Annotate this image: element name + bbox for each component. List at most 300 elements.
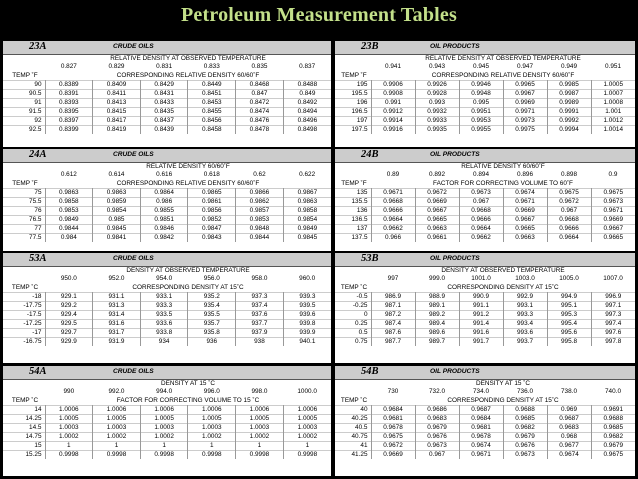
value-cell: 1.0003 <box>283 424 331 433</box>
value-cell: 0.9863 <box>283 198 331 207</box>
value-cell: 1.0012 <box>591 117 635 126</box>
value-cell: 0.9916 <box>371 126 415 135</box>
value-cell: 0.9669 <box>415 198 459 207</box>
corner-cell <box>335 55 371 63</box>
temp-cell: 40.25 <box>335 415 371 424</box>
value-cell: 0.9663 <box>503 234 547 243</box>
value-cell: 0.9672 <box>547 198 591 207</box>
column-value: 954.0 <box>156 275 173 283</box>
value-cell: 0.9673 <box>459 189 503 198</box>
temp-cell: 75.5 <box>3 198 45 207</box>
column-value: 952.0 <box>108 275 125 283</box>
value-cell: 989.4 <box>415 320 459 329</box>
value-cell: 1.0006 <box>45 406 93 415</box>
table-row <box>3 320 331 329</box>
table-row <box>3 406 331 415</box>
column-value: 1005.0 <box>559 275 579 283</box>
table-row <box>335 406 635 415</box>
value-cell: 0.9666 <box>459 216 503 225</box>
column-value: 1001.0 <box>471 275 491 283</box>
temp-cell: 15.25 <box>3 451 45 460</box>
temp-cell: -17.5 <box>3 311 45 320</box>
temp-cell: 196.5 <box>335 108 371 117</box>
value-cell: 0.8498 <box>283 126 331 135</box>
value-cell: 0.9955 <box>459 126 503 135</box>
row-label-header: TEMP ˚F <box>12 72 38 79</box>
value-cell: 931.4 <box>93 311 141 320</box>
table-header-bar <box>3 366 331 380</box>
value-cell: 0.969 <box>547 406 591 415</box>
column-value: 732.0 <box>429 388 445 396</box>
temp-cell: 77 <box>3 225 45 234</box>
value-cell: 0.9844 <box>45 225 93 234</box>
value-cell: 1.0006 <box>236 406 284 415</box>
value-cell: 0.9684 <box>459 415 503 424</box>
row-label-header: TEMP ˚C <box>340 397 368 404</box>
value-cell: 0.9844 <box>236 234 284 243</box>
column-value: 1007.0 <box>603 275 623 283</box>
value-cell: 939.5 <box>283 302 331 311</box>
corner-cell <box>335 380 371 388</box>
data-table <box>3 380 331 459</box>
table-header-bar <box>335 253 635 267</box>
value-cell: 989.7 <box>415 338 459 347</box>
value-cell: 0.9987 <box>547 90 591 99</box>
sub-header: CORRESPONDING RELATIVE DENSITY 60/60˚F <box>431 72 575 79</box>
temp-cell: 77.5 <box>3 234 45 243</box>
value-cell: 0.9667 <box>415 207 459 216</box>
value-cell: 0.9688 <box>591 415 635 424</box>
value-cell: 997.6 <box>591 329 635 338</box>
value-cell: 0.9675 <box>591 451 635 460</box>
table-row <box>335 451 635 460</box>
temp-cell: 90.5 <box>3 90 45 99</box>
value-cell: 0.9953 <box>459 117 503 126</box>
value-cell: 1.0003 <box>140 424 188 433</box>
value-cell: 0.9998 <box>93 451 141 460</box>
table-row <box>3 108 331 117</box>
value-cell: 0.9668 <box>547 216 591 225</box>
temp-cell: 40.75 <box>335 433 371 442</box>
value-cell: 0.8429 <box>140 81 188 90</box>
value-cell: 1 <box>236 442 284 451</box>
sub-header: FACTOR FOR CORRECTING VOLUME TO 60˚F <box>433 180 573 187</box>
value-cell: 0.9926 <box>415 81 459 90</box>
value-cell: 935.4 <box>188 302 236 311</box>
value-cell: 936 <box>188 338 236 347</box>
value-cell: 939.3 <box>283 293 331 302</box>
value-cell: 0.9668 <box>371 198 415 207</box>
table-row <box>3 225 331 234</box>
value-cell: 938 <box>236 338 284 347</box>
value-cell: 1.0006 <box>140 406 188 415</box>
value-cell: 1.0005 <box>140 415 188 424</box>
product-type: CRUDE OILS <box>113 255 154 262</box>
value-cell: 0.847 <box>236 90 284 99</box>
temp-cell: 0 <box>335 311 371 320</box>
value-cell: 0.993 <box>415 99 459 108</box>
value-cell: 0.966 <box>371 234 415 243</box>
value-cell: 929.4 <box>45 311 93 320</box>
column-value: 0.618 <box>203 171 220 179</box>
corner-cell <box>3 267 45 275</box>
value-cell: 0.8453 <box>188 99 236 108</box>
value-cell: 935.5 <box>188 311 236 320</box>
table-header-bar <box>3 253 331 267</box>
corner-cell <box>335 163 371 171</box>
value-cell: 0.9674 <box>547 451 591 460</box>
table-header-bar <box>335 41 635 55</box>
corner-cell <box>3 388 45 397</box>
temp-cell: 136 <box>335 207 371 216</box>
temp-cell: 196 <box>335 99 371 108</box>
value-cell: 0.9664 <box>459 225 503 234</box>
value-cell: 0.8472 <box>236 99 284 108</box>
value-cell: 935.8 <box>188 329 236 338</box>
table-row <box>3 451 331 460</box>
value-cell: 0.9859 <box>93 198 141 207</box>
value-cell: 0.8439 <box>140 126 188 135</box>
value-cell: 0.9664 <box>547 234 591 243</box>
column-value: 738.0 <box>561 388 577 396</box>
value-cell: 0.9928 <box>415 90 459 99</box>
table-row <box>3 207 331 216</box>
value-cell: 1.0007 <box>591 90 635 99</box>
table-row <box>3 311 331 320</box>
value-cell: 0.9668 <box>459 207 503 216</box>
value-cell: 0.9849 <box>283 225 331 234</box>
corner-cell <box>335 63 371 72</box>
value-cell: 989.2 <box>415 311 459 320</box>
value-cell: 1 <box>188 442 236 451</box>
value-cell: 0.9989 <box>547 99 591 108</box>
table-row <box>335 302 635 311</box>
table-row <box>335 90 635 99</box>
temp-cell: 197.5 <box>335 126 371 135</box>
value-cell: 991.4 <box>459 320 503 329</box>
table-row <box>335 329 635 338</box>
value-cell: 939.9 <box>283 329 331 338</box>
value-cell: 1.0006 <box>188 406 236 415</box>
column-value: 0.892 <box>429 171 445 179</box>
column-value: 0.898 <box>561 171 577 179</box>
temp-cell: -16.75 <box>3 338 45 347</box>
column-value: 730 <box>387 388 399 396</box>
temp-cell: 135 <box>335 189 371 198</box>
table-row <box>3 90 331 99</box>
column-value: 0.829 <box>108 63 125 71</box>
data-table <box>335 267 635 346</box>
value-cell: 929.1 <box>45 293 93 302</box>
value-cell: 0.8417 <box>93 117 141 126</box>
table-row <box>335 99 635 108</box>
value-cell: 0.9662 <box>371 225 415 234</box>
value-cell: 0.8492 <box>283 99 331 108</box>
table-row <box>335 108 635 117</box>
table-23a <box>3 41 331 147</box>
value-cell: 989.1 <box>415 302 459 311</box>
value-cell: 0.9985 <box>547 81 591 90</box>
value-cell: 933.8 <box>140 329 188 338</box>
value-cell: 0.9845 <box>283 234 331 243</box>
column-value: 1000.0 <box>297 388 317 396</box>
value-cell: 0.9867 <box>283 189 331 198</box>
value-cell: 935.7 <box>188 320 236 329</box>
value-cell: 0.9912 <box>371 108 415 117</box>
value-cell: 933.6 <box>140 320 188 329</box>
column-value: 956.0 <box>203 275 220 283</box>
value-cell: 0.8433 <box>140 99 188 108</box>
value-cell: 0.9998 <box>188 451 236 460</box>
row-label-header: TEMP ˚F <box>12 180 38 187</box>
value-cell: 0.9665 <box>503 225 547 234</box>
value-cell: 1 <box>93 442 141 451</box>
column-value: 0.894 <box>473 171 489 179</box>
value-cell: 0.9998 <box>45 451 93 460</box>
column-value: 1003.0 <box>515 275 535 283</box>
table-code: 23B <box>361 41 379 52</box>
value-cell: 1.0005 <box>45 415 93 424</box>
value-cell: 0.9967 <box>503 90 547 99</box>
value-cell: 0.995 <box>459 99 503 108</box>
column-header-title: RELATIVE DENSITY 60/60˚F <box>461 163 545 170</box>
value-cell: 0.9678 <box>371 424 415 433</box>
column-header-title: RELATIVE DENSITY 60/60˚F <box>146 163 230 170</box>
value-cell: 0.968 <box>547 433 591 442</box>
value-cell: 933.5 <box>140 311 188 320</box>
corner-cell <box>3 275 45 284</box>
data-table <box>3 55 331 134</box>
value-cell: 1.0006 <box>93 406 141 415</box>
value-cell: 937.6 <box>236 311 284 320</box>
value-cell: 0.991 <box>371 99 415 108</box>
column-value: 0.949 <box>561 63 577 71</box>
product-type: CRUDE OILS <box>113 43 154 50</box>
value-cell: 995.4 <box>547 320 591 329</box>
value-cell: 0.9847 <box>188 225 236 234</box>
value-cell: 937.3 <box>236 293 284 302</box>
table-code: 24B <box>361 149 379 160</box>
value-cell: 0.9932 <box>415 108 459 117</box>
value-cell: 1 <box>140 442 188 451</box>
value-cell: 1.0002 <box>283 433 331 442</box>
corner-cell <box>3 171 45 180</box>
data-table <box>335 380 635 459</box>
corner-cell <box>3 380 45 388</box>
temp-cell: 75 <box>3 189 45 198</box>
value-cell: 0.8468 <box>236 81 284 90</box>
column-value: 994.0 <box>156 388 173 396</box>
table-row <box>3 442 331 451</box>
value-cell: 0.9858 <box>283 207 331 216</box>
column-value: 990 <box>63 388 75 396</box>
value-cell: 0.9673 <box>415 442 459 451</box>
product-type: OIL PRODUCTS <box>430 255 480 262</box>
table-row <box>335 234 635 243</box>
temp-cell: 14.75 <box>3 433 45 442</box>
value-cell: 0.8419 <box>93 126 141 135</box>
table-row <box>335 225 635 234</box>
value-cell: 929.2 <box>45 302 93 311</box>
temp-cell: 0.75 <box>335 338 371 347</box>
table-row <box>3 338 331 347</box>
sub-header: FACTOR FOR CORRECTING VOLUME TO 15 ˚C <box>116 397 260 404</box>
product-type: OIL PRODUCTS <box>430 151 480 158</box>
value-cell: 0.8391 <box>45 90 93 99</box>
column-header-title: DENSITY AT 15 ˚C <box>161 380 215 387</box>
table-54b <box>335 366 635 476</box>
column-header-title: RELATIVE DENSITY AT OBSERVED TEMPERATURE <box>425 55 581 62</box>
column-value: 0.896 <box>517 171 533 179</box>
value-cell: 0.984 <box>45 234 93 243</box>
sub-header: CORRESPONDING RELATIVE DENSITY 60/60˚F <box>116 180 260 187</box>
value-cell: 989.6 <box>415 329 459 338</box>
table-row <box>335 117 635 126</box>
value-cell: 929.7 <box>45 329 93 338</box>
value-cell: 1.0003 <box>236 424 284 433</box>
value-cell: 995.1 <box>547 302 591 311</box>
table-row <box>3 329 331 338</box>
value-cell: 1.0003 <box>45 424 93 433</box>
value-cell: 994.9 <box>547 293 591 302</box>
value-cell: 0.9667 <box>503 216 547 225</box>
value-cell: 0.9672 <box>415 189 459 198</box>
corner-cell <box>335 275 371 284</box>
column-value: 0.943 <box>429 63 445 71</box>
value-cell: 937.9 <box>236 329 284 338</box>
value-cell: 0.9667 <box>591 225 635 234</box>
value-cell: 0.985 <box>93 216 141 225</box>
value-cell: 0.9677 <box>547 442 591 451</box>
temp-cell: 195 <box>335 81 371 90</box>
value-cell: 1.0014 <box>591 126 635 135</box>
value-cell: 0.9975 <box>503 126 547 135</box>
corner-cell <box>3 163 45 171</box>
value-cell: 0.9908 <box>371 90 415 99</box>
temp-cell: 15 <box>3 442 45 451</box>
value-cell: 0.9666 <box>371 207 415 216</box>
value-cell: 0.8415 <box>93 108 141 117</box>
value-cell: 0.8451 <box>188 90 236 99</box>
value-cell: 0.9863 <box>93 189 141 198</box>
value-cell: 0.8476 <box>236 117 284 126</box>
value-cell: 1.0002 <box>45 433 93 442</box>
value-cell: 995.3 <box>547 311 591 320</box>
table-code: 53A <box>29 253 47 264</box>
value-cell: 0.9679 <box>591 442 635 451</box>
value-cell: 0.9853 <box>45 207 93 216</box>
value-cell: 0.9933 <box>415 117 459 126</box>
sub-header: CORRESPONDING DENSITY AT 15˚C <box>447 397 559 404</box>
value-cell: 0.9675 <box>547 189 591 198</box>
value-cell: 0.8409 <box>93 81 141 90</box>
column-header-title: RELATIVE DENSITY AT OBSERVED TEMPERATURE <box>110 55 266 62</box>
value-cell: 0.9682 <box>503 424 547 433</box>
value-cell: 0.9671 <box>459 451 503 460</box>
table-row <box>335 293 635 302</box>
value-cell: 993.6 <box>503 329 547 338</box>
value-cell: 987.2 <box>371 311 415 320</box>
temp-cell: -0.25 <box>335 302 371 311</box>
value-cell: 937.4 <box>236 302 284 311</box>
table-24a <box>3 149 331 251</box>
value-cell: 1.0005 <box>236 415 284 424</box>
table-row <box>335 320 635 329</box>
value-cell: 0.9665 <box>415 216 459 225</box>
value-cell: 0.967 <box>415 451 459 460</box>
table-53a <box>3 253 331 363</box>
value-cell: 997.8 <box>591 338 635 347</box>
value-cell: 987.7 <box>371 338 415 347</box>
value-cell: 997.1 <box>591 302 635 311</box>
value-cell: 0.9992 <box>547 117 591 126</box>
temp-cell: 41 <box>335 442 371 451</box>
temp-cell: 0.5 <box>335 329 371 338</box>
value-cell: 0.9991 <box>547 108 591 117</box>
value-cell: 0.9661 <box>415 234 459 243</box>
value-cell: 0.9662 <box>459 234 503 243</box>
value-cell: 987.6 <box>371 329 415 338</box>
value-cell: 1.0002 <box>188 433 236 442</box>
column-header-title: DENSITY AT OBSERVED TEMPERATURE <box>441 267 565 274</box>
value-cell: 0.9969 <box>503 99 547 108</box>
value-cell: 1.0005 <box>283 415 331 424</box>
value-cell: 931.1 <box>93 293 141 302</box>
value-cell: 0.8395 <box>45 108 93 117</box>
table-row <box>335 338 635 347</box>
column-header-title: DENSITY AT OBSERVED TEMPERATURE <box>126 267 250 274</box>
table-row <box>335 216 635 225</box>
column-value: 999.0 <box>429 275 445 283</box>
value-cell: 0.9854 <box>93 207 141 216</box>
value-cell: 0.9674 <box>503 189 547 198</box>
value-cell: 997.4 <box>591 320 635 329</box>
row-label-header: TEMP ˚C <box>11 284 39 291</box>
temp-cell: -0.5 <box>335 293 371 302</box>
value-cell: 0.9673 <box>591 198 635 207</box>
value-cell: 991.6 <box>459 329 503 338</box>
table-row <box>3 234 331 243</box>
row-label-header: TEMP ˚C <box>11 397 39 404</box>
table-row <box>3 302 331 311</box>
value-cell: 991.2 <box>459 311 503 320</box>
value-cell: 0.8449 <box>188 81 236 90</box>
temp-cell: -18 <box>3 293 45 302</box>
data-table <box>335 55 635 134</box>
column-value: 0.833 <box>203 63 220 71</box>
temp-cell: 197 <box>335 117 371 126</box>
table-row <box>3 293 331 302</box>
value-cell: 992.9 <box>503 293 547 302</box>
value-cell: 991.1 <box>459 302 503 311</box>
table-row <box>335 415 635 424</box>
value-cell: 0.9862 <box>236 198 284 207</box>
value-cell: 0.9674 <box>459 442 503 451</box>
value-cell: 0.9994 <box>547 126 591 135</box>
value-cell: 937.7 <box>236 320 284 329</box>
value-cell: 986.9 <box>371 293 415 302</box>
table-row <box>3 126 331 135</box>
value-cell: 1.0005 <box>591 81 635 90</box>
value-cell: 0.9852 <box>188 216 236 225</box>
value-cell: 993.4 <box>503 320 547 329</box>
value-cell: 0.8431 <box>140 90 188 99</box>
table-23b <box>335 41 635 147</box>
value-cell: 0.8458 <box>188 126 236 135</box>
value-cell: 0.9856 <box>188 207 236 216</box>
value-cell: 0.967 <box>547 207 591 216</box>
table-header-bar <box>3 41 331 55</box>
